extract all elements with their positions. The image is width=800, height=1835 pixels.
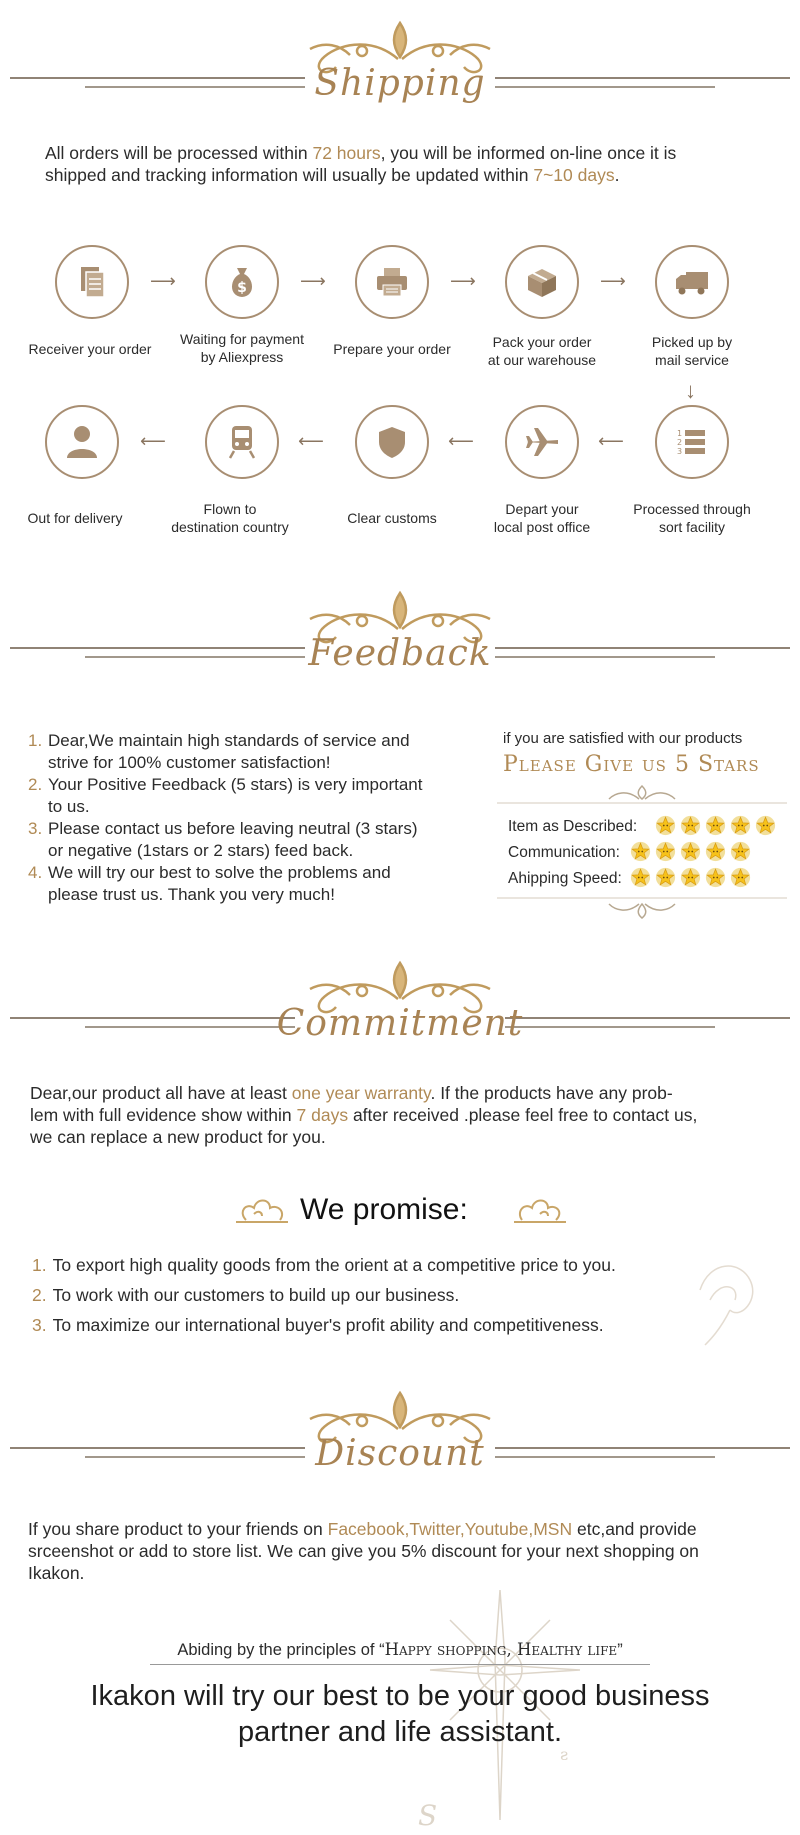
social-highlight: Facebook,Twitter,Youtube,MSN xyxy=(327,1519,573,1539)
svg-text:2: 2 xyxy=(677,438,683,447)
train-icon xyxy=(224,424,260,460)
star-icon xyxy=(730,867,751,888)
principle-motto: Happy shopping, Healthy life xyxy=(384,1640,618,1659)
intro-highlight-days: 7~10 days xyxy=(533,165,615,185)
arrow-left-icon: ⟵ xyxy=(140,431,166,451)
list-item xyxy=(32,1310,712,1340)
commitment-line: lem with full evidence show within xyxy=(30,1105,297,1125)
arrow-right-icon: ⟶ xyxy=(600,271,626,291)
closing-line-2: partner and life assistant. xyxy=(237,1716,562,1748)
step-label-flown: Flown to destination country xyxy=(171,501,289,535)
star-icon xyxy=(755,815,776,836)
step-circle-delivery xyxy=(45,405,119,479)
star-rating xyxy=(630,841,755,867)
list-item xyxy=(32,1280,712,1310)
list-text: Please contact us before leaving neutral (3 stars) xyxy=(48,819,418,838)
satisfied-text: if you are satisfied with our products xyxy=(503,730,743,747)
list-number: 1. xyxy=(32,1255,47,1275)
airplane-icon xyxy=(524,424,560,460)
discount-text xyxy=(28,1518,788,1584)
svg-text:S: S xyxy=(418,1799,438,1830)
star-icon xyxy=(655,867,676,888)
list-text: To export high quality goods from the orient at a competitive price to you. xyxy=(52,1255,616,1275)
star-icon xyxy=(730,815,751,836)
star-rating xyxy=(655,815,780,841)
step-circle-pack xyxy=(505,245,579,319)
list-text: To work with our customers to build up our business. xyxy=(52,1285,460,1305)
commitment-line: Dear,our product all have at least xyxy=(30,1083,292,1103)
star-icon xyxy=(655,815,676,836)
step-label-payment-1: Waiting for payment by Aliexpress xyxy=(180,331,304,365)
promise-list xyxy=(32,1250,712,1340)
discount-header xyxy=(0,1385,800,1485)
star-icon xyxy=(680,841,701,862)
step-circle-prepare xyxy=(355,245,429,319)
discount-line: If you share product to your friends on xyxy=(28,1519,328,1539)
list-number: 2. xyxy=(32,1285,47,1305)
star-rating xyxy=(630,867,755,893)
warranty-highlight: one year warranty xyxy=(291,1083,431,1103)
list-item xyxy=(28,774,478,818)
list-text: to us. xyxy=(48,797,90,816)
intro-text: . xyxy=(614,165,620,185)
truck-icon xyxy=(674,264,710,300)
star-icon xyxy=(730,841,751,862)
list-number: 3. xyxy=(28,819,43,838)
svg-text:1: 1 xyxy=(677,429,683,438)
rating-label: Ahipping Speed: xyxy=(508,870,622,887)
feedback-list xyxy=(28,730,478,906)
principle-text: ” xyxy=(617,1641,623,1659)
commitment-line: . If the products have any prob- xyxy=(430,1083,673,1103)
step-circle-customs xyxy=(355,405,429,479)
principle-text: Abiding by the principles of “ xyxy=(177,1641,385,1659)
step-circle-payment xyxy=(205,245,279,319)
person-icon xyxy=(64,424,100,460)
discount-title: Discount xyxy=(315,1433,485,1474)
svg-text:$: $ xyxy=(237,280,247,296)
intro-text: , you will be informed on-line once it is xyxy=(380,143,677,163)
list-number: 2. xyxy=(28,775,43,794)
list-item xyxy=(28,818,478,862)
list-number: 4. xyxy=(28,863,43,882)
small-ornament-icon xyxy=(497,783,787,807)
star-icon xyxy=(680,815,701,836)
step-label-depart: Depart your local post office xyxy=(493,501,591,535)
arrow-down-icon: ↓ xyxy=(685,378,696,403)
star-icon xyxy=(655,841,676,862)
shipping-header xyxy=(0,15,800,115)
small-ornament-icon xyxy=(497,892,787,922)
intro-text: All orders will be processed within xyxy=(45,143,313,163)
list-item xyxy=(28,862,478,906)
step-circle-depart xyxy=(505,405,579,479)
discount-line: srceenshot or add to store list. We can give you 5% discount for your next shopping on xyxy=(28,1541,699,1561)
shield-icon xyxy=(374,424,410,460)
step-circle-receive xyxy=(55,245,129,319)
rating-label: Communication: xyxy=(508,844,620,861)
feedback-header xyxy=(0,585,800,685)
list-text: To maximize our international buyer's profit ability and competitiveness. xyxy=(52,1315,604,1335)
star-icon xyxy=(705,867,726,888)
list-text: Dear,We maintain high standards of service and xyxy=(48,731,410,750)
step-label-sort: Processed through sort facility xyxy=(633,501,751,535)
intro-text: shipped and tracking information will usually be updated within xyxy=(45,165,534,185)
list-item xyxy=(32,1250,712,1280)
money-bag-icon xyxy=(224,264,260,300)
arrow-right-icon: ⟶ xyxy=(450,271,476,291)
list-text: or negative (1stars or 2 stars) feed back. xyxy=(48,841,354,860)
printer-icon xyxy=(374,264,410,300)
sort-list-icon xyxy=(674,424,710,460)
package-icon xyxy=(524,264,560,300)
rating-label: Item as Described: xyxy=(508,818,638,835)
star-icon xyxy=(705,841,726,862)
arrow-right-icon: ⟶ xyxy=(300,271,326,291)
commitment-line: after received .please feel free to contact us, xyxy=(348,1105,698,1125)
step-label: Out for delivery xyxy=(27,510,123,526)
step-label-pack: Pack your order at our warehouse xyxy=(487,334,597,368)
arrow-left-icon: ⟵ xyxy=(598,431,624,451)
star-icon xyxy=(705,815,726,836)
days-highlight: 7 days xyxy=(296,1105,349,1125)
step-circle-pickup xyxy=(655,245,729,319)
feedback-title: Feedback xyxy=(308,633,492,674)
commitment-text xyxy=(30,1082,780,1148)
step-label-pickup: Picked up by mail service xyxy=(651,334,733,368)
star-icon xyxy=(630,867,651,888)
discount-line: etc,and provide xyxy=(572,1519,697,1539)
principle-line xyxy=(0,1640,800,1660)
list-text: please trust us. Thank you very much! xyxy=(48,885,335,904)
promise-title: We promise: xyxy=(300,1193,468,1226)
step-label: Prepare your order xyxy=(333,341,451,357)
star-icon xyxy=(630,841,651,862)
list-text: Your Positive Feedback (5 stars) is very important xyxy=(48,775,423,794)
star-icon xyxy=(680,867,701,888)
step-circle-flown xyxy=(205,405,279,479)
arrow-left-icon: ⟵ xyxy=(448,431,474,451)
step-label: Clear customs xyxy=(347,510,437,526)
arrow-left-icon: ⟵ xyxy=(298,431,324,451)
intro-highlight-hours: 72 hours xyxy=(312,143,381,163)
list-text: We will try our best to solve the problems and xyxy=(48,863,391,882)
document-icon xyxy=(74,264,110,300)
step-label: Receiver your order xyxy=(28,341,152,357)
commitment-header xyxy=(0,955,800,1055)
svg-text:ƨ: ƨ xyxy=(560,1745,569,1764)
step-circle-sort xyxy=(655,405,729,479)
commitment-line: we can replace a new product for you. xyxy=(30,1127,326,1147)
closing-line-1: Ikakon will try our best to be your good business xyxy=(90,1680,710,1712)
five-stars-cta: Please Give us 5 Stars xyxy=(503,752,760,777)
list-number: 1. xyxy=(28,731,43,750)
arrow-right-icon: ⟶ xyxy=(150,271,176,291)
cloud-ornament-icon xyxy=(510,1190,570,1230)
commitment-title: Commitment xyxy=(276,1003,524,1044)
principle-underline xyxy=(150,1664,650,1665)
list-text: strive for 100% customer satisfaction! xyxy=(48,753,331,772)
shipping-title: Shipping xyxy=(314,63,486,104)
shipping-intro xyxy=(45,142,765,186)
svg-text:3: 3 xyxy=(677,447,683,456)
list-item xyxy=(28,730,478,774)
cloud-ornament-icon xyxy=(232,1190,292,1230)
discount-line: Ikakon. xyxy=(28,1563,85,1583)
list-number: 3. xyxy=(32,1315,47,1335)
